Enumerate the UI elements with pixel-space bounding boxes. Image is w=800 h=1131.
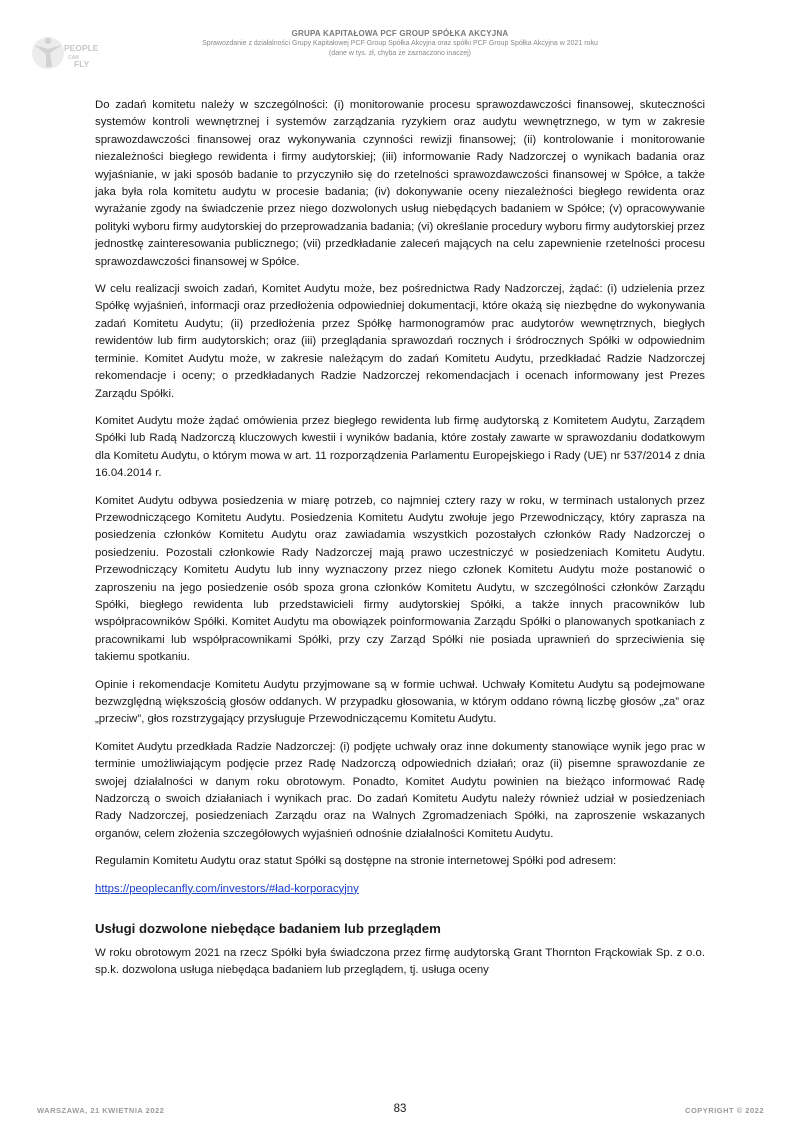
footer-location-date: WARSZAWA, 21 KWIETNIA 2022 [37,1106,165,1115]
paragraph-committee-tasks: Do zadań komitetu należy w szczególności: (i) monitorowanie procesu sprawozdawczości finansowej, skuteczności systemów kontroli wewnętrznej i systemów zarządzania ryzykiem oraz audytu wewnętrznego, w tym w zakresie sprawozdawczości finansowej oraz wykonywania czynności rewizji finansowej; (ii) kontrolowanie i monitorowanie niezależności biegłego rewidenta i firmy audytorskiej; (iii) informowanie Rady Nadzorczej o wynikach badania oraz wyjaśnianie, w jaki sposób badanie to przyczyniło się do rzetelności sprawozdawczości finansowej w Spółce, a także jaka była rola komitetu audytu w procesie badania; (iv) dokonywanie oceny niezależności biegłego rewidenta oraz wyrażanie zgody na świadczenie przez niego dozwolonych usług niebędących badaniem w Spółce; (v) opracowywanie polityki wyboru firmy audytorskiej do przeprowadzania badania; (vi) określanie procedury wyboru firmy audytorskiej przez jednostkę zainteresowania publicznego; (vii) przedkładanie zaleceń mających na celu zapewnienie rzetelności procesu sprawozdawczości finansowej w Spółce. [95,99,705,268]
header-company: GRUPA KAPITAŁOWA PCF GROUP SPÓŁKA AKCYJNA [291,29,509,38]
paragraph-permitted-services: W roku obrotowym 2021 na rzecz Spółki była świadczona przez firmę audytorską Grant Thornton Frąckowiak Sp. z o.o. sp.k. dozwolona usługa niebędąca badaniem lub przeglądem, tj. usługa oceny [95,947,705,977]
header-report-line: Sprawozdanie z działalności Grupy Kapitałowej PCF Group Spółka Akcyjna oraz spółki PCF Group Spółka Akcyjna w 2021 roku [202,40,598,47]
page-footer [0,1103,800,1123]
corporate-governance-link[interactable]: https://peoplecanfly.com/investors/#ład-korporacyjny [95,882,359,895]
paragraph-reporting: Komitet Audytu przedkłada Radzie Nadzorczej: (i) podjęte uchwały oraz inne dokumenty stanowiące wynik jego prac w terminie umożliwiającym podjęcie przez Radę Nadzorczą odpowiednich działań; oraz (ii) pisemne sprawozdanie ze swojej działalności w danym roku obrotowym. Ponadto, Komitet Audytu powinien na bieżąco informować Radę Nadzorczą o swoich działaniach i wynikach prac. Do zadań Komitetu Audytu należy również udział w posiedzeniach Rady Nadzorczej, posiedzeniach Zarządu oraz na Walnych Zgromadzeniach Spółki, na zaproszenie wskazanych organów, celem złożenia szczegółowych wyjaśnień odnośnie działalności Komitetu Audytu. [95,740,705,840]
logo-text-fly: FLY [74,59,90,69]
paragraph-meetings: Komitet Audytu odbywa posiedzenia w miarę potrzeb, co najmniej cztery razy w roku, w terminach ustalonych przez Przewodniczącego Komitetu Audytu. Posiedzenia Komitetu Audytu zwołuje jego Przewodniczący, który zaprasza na posiedzenia członków Komitetu Audytu oraz zawiadamia wszystkich pozostałych członków Rady Nadzorczej o posiedzeniu. Pozostali członkowie Rady Nadzorczej mają prawo uczestniczyć w posiedzeniach Komitetu Audytu. Przewodniczący Komitetu Audytu lub inny wyznaczony przez niego członek Komitetu Audytu może postanowić o zaproszeniu na jego posiedzenie osób spoza grona członków Komitetu Audytu, w szczególności członków Zarządu Spółki, biegłego rewidenta lub przedstawicieli firmy audytorskiej Spółki, a także innych pracowników lub współpracowników Spółki. Komitet Audytu ma obowiązek poinformowania Zarządu Spółki o planowanych spotkaniach z pracownikami lub współpracownikami Spółki, przy czy Zarząd Spółki nie posiada uprawnień do sprzeciwienia się takiemu spotkaniu. [95,494,705,664]
paragraph-auditor-discussion: Komitet Audytu może żądać omówienia przez biegłego rewidenta lub firmę audytorską z Komitetem Audytu, Zarządem Spółki lub Radą Nadzorczą kluczowych kwestii i wyników badania, które zostały zawarte w sprawozdaniu dodatkowym dla Komitetu Audytu, o którym mowa w art. 11 rozporządzenia Parlamentu Europejskiego i Rady (UE) nr 537/2014 z dnia 16.04.2014 r. [95,414,705,480]
page-number: 83 [393,1103,407,1115]
paragraph-regulations: Regulamin Komitetu Audytu oraz statut Spółki są dostępne na stronie internetowej Spółki pod adresem: [95,855,617,868]
main-content [95,97,705,990]
page-header [0,28,800,59]
section-heading: Usługi dozwolone niebędące badaniem lub przeglądem [95,921,441,937]
logo-text-people: PEOPLE [64,43,99,53]
paragraph-resolutions: Opinie i rekomendacje Komitetu Audytu przyjmowane są w formie uchwał. Uchwały Komitetu Audytu są podejmowane bezwzględną większością głosów oddanych. W przypadku głosowania, w którym oddano równą liczbę głosów „za” oraz „przeciw”, głos rozstrzygający przysługuje Przewodniczącemu Komitetu Audytu. [95,678,705,726]
paragraph-committee-powers: W celu realizacji swoich zadań, Komitet Audytu może, bez pośrednictwa Rady Nadzorczej, żądać: (i) udzielenia przez Spółkę wyjaśnień, informacji oraz przedłożenia odpowiedniej dokumentacji, które okażą się niezbędne do wykonywania zadań Komitetu Audytu; (ii) przedłożenia przez Spółkę harmonogramów prac audytorów wewnętrznych, biegłych rewidentów lub firm audytorskich; oraz (iii) przeglądania sprawozdań rocznych i śródrocznych Spółki w odpowiednim terminie. Komitet Audytu może, w zakresie należącym do zadań Komitetu Audytu, przedkładać Radzie Nadzorczej rekomendacje i oceny; o przedkładanych Radzie Nadzorczej rekomendacjach i ocenach informowany jest Prezes Zarządu Spółki. [95,283,705,400]
header-units-line: (dane w tys. zł, chyba że zaznaczono inaczej) [328,50,471,57]
footer-copyright: COPYRIGHT © 2022 [685,1106,764,1115]
link-line [95,881,705,898]
logo-text-can: CAN [68,55,79,61]
